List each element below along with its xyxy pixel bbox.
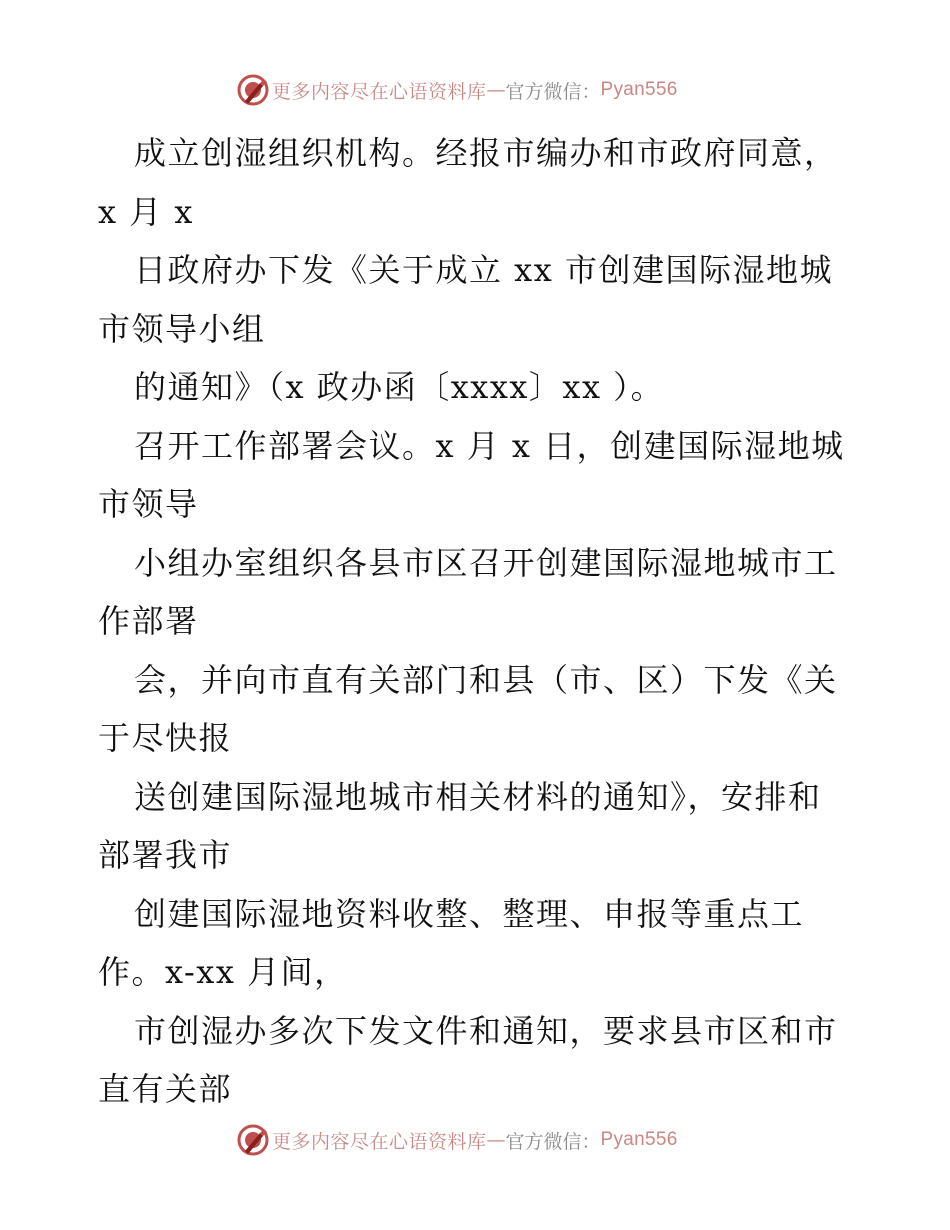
watermark-account: Pyan556 — [600, 1129, 678, 1150]
watermark-separator: — — [486, 1129, 506, 1151]
pen-logo-icon — [236, 73, 270, 107]
text-line: 召开工作部署会议。x 月 x 日，创建国际湿地城 — [134, 426, 845, 465]
text-line: 成立创湿组织机构。经报市编办和市政府同意， — [134, 134, 838, 172]
watermark-banner-top — [236, 72, 716, 108]
text-line: 会，并向市直有关部门和县（市、区）下发《关 — [134, 660, 838, 699]
document-body — [98, 124, 858, 1119]
text-line: 日政府办下发《关于成立 xx 市创建国际湿地城 — [134, 251, 833, 289]
text-line: x 月 x — [98, 192, 194, 231]
pen-logo-icon — [236, 1123, 270, 1157]
text-line: 创建国际湿地资料收整、整理、申报等重点工 — [134, 894, 805, 933]
watermark-label: 官方微信： — [505, 1130, 601, 1153]
text-line: 小组办室组织各县市区召开创建国际湿地城市工 — [134, 543, 838, 582]
watermark-separator: — — [486, 79, 506, 101]
watermark-text: 更多内容尽在心语资料库 — [272, 80, 487, 103]
text-line: 部署我市 — [98, 836, 233, 874]
text-line: 作。x-xx 月间， — [98, 953, 348, 991]
text-line: 送创建国际湿地城市相关材料的通知》，安排和 — [134, 777, 822, 816]
text-line: 市领导 — [98, 485, 199, 523]
watermark-text: 更多内容尽在心语资料库 — [272, 1130, 487, 1153]
text-line: 作部署 — [98, 602, 199, 640]
text-line: 直有关部 — [98, 1070, 233, 1108]
watermark-label: 官方微信： — [505, 80, 601, 103]
text-line: 市领导小组 — [98, 309, 266, 348]
watermark-account: Pyan556 — [600, 79, 678, 100]
text-line: 的通知》（x 政办函〔xxxx〕xx ）。 — [134, 368, 665, 406]
text-line: 于尽快报 — [98, 719, 233, 757]
text-line: 市创湿办多次下发文件和通知，要求县市区和市 — [134, 1011, 838, 1050]
watermark-banner-bottom — [236, 1122, 716, 1158]
